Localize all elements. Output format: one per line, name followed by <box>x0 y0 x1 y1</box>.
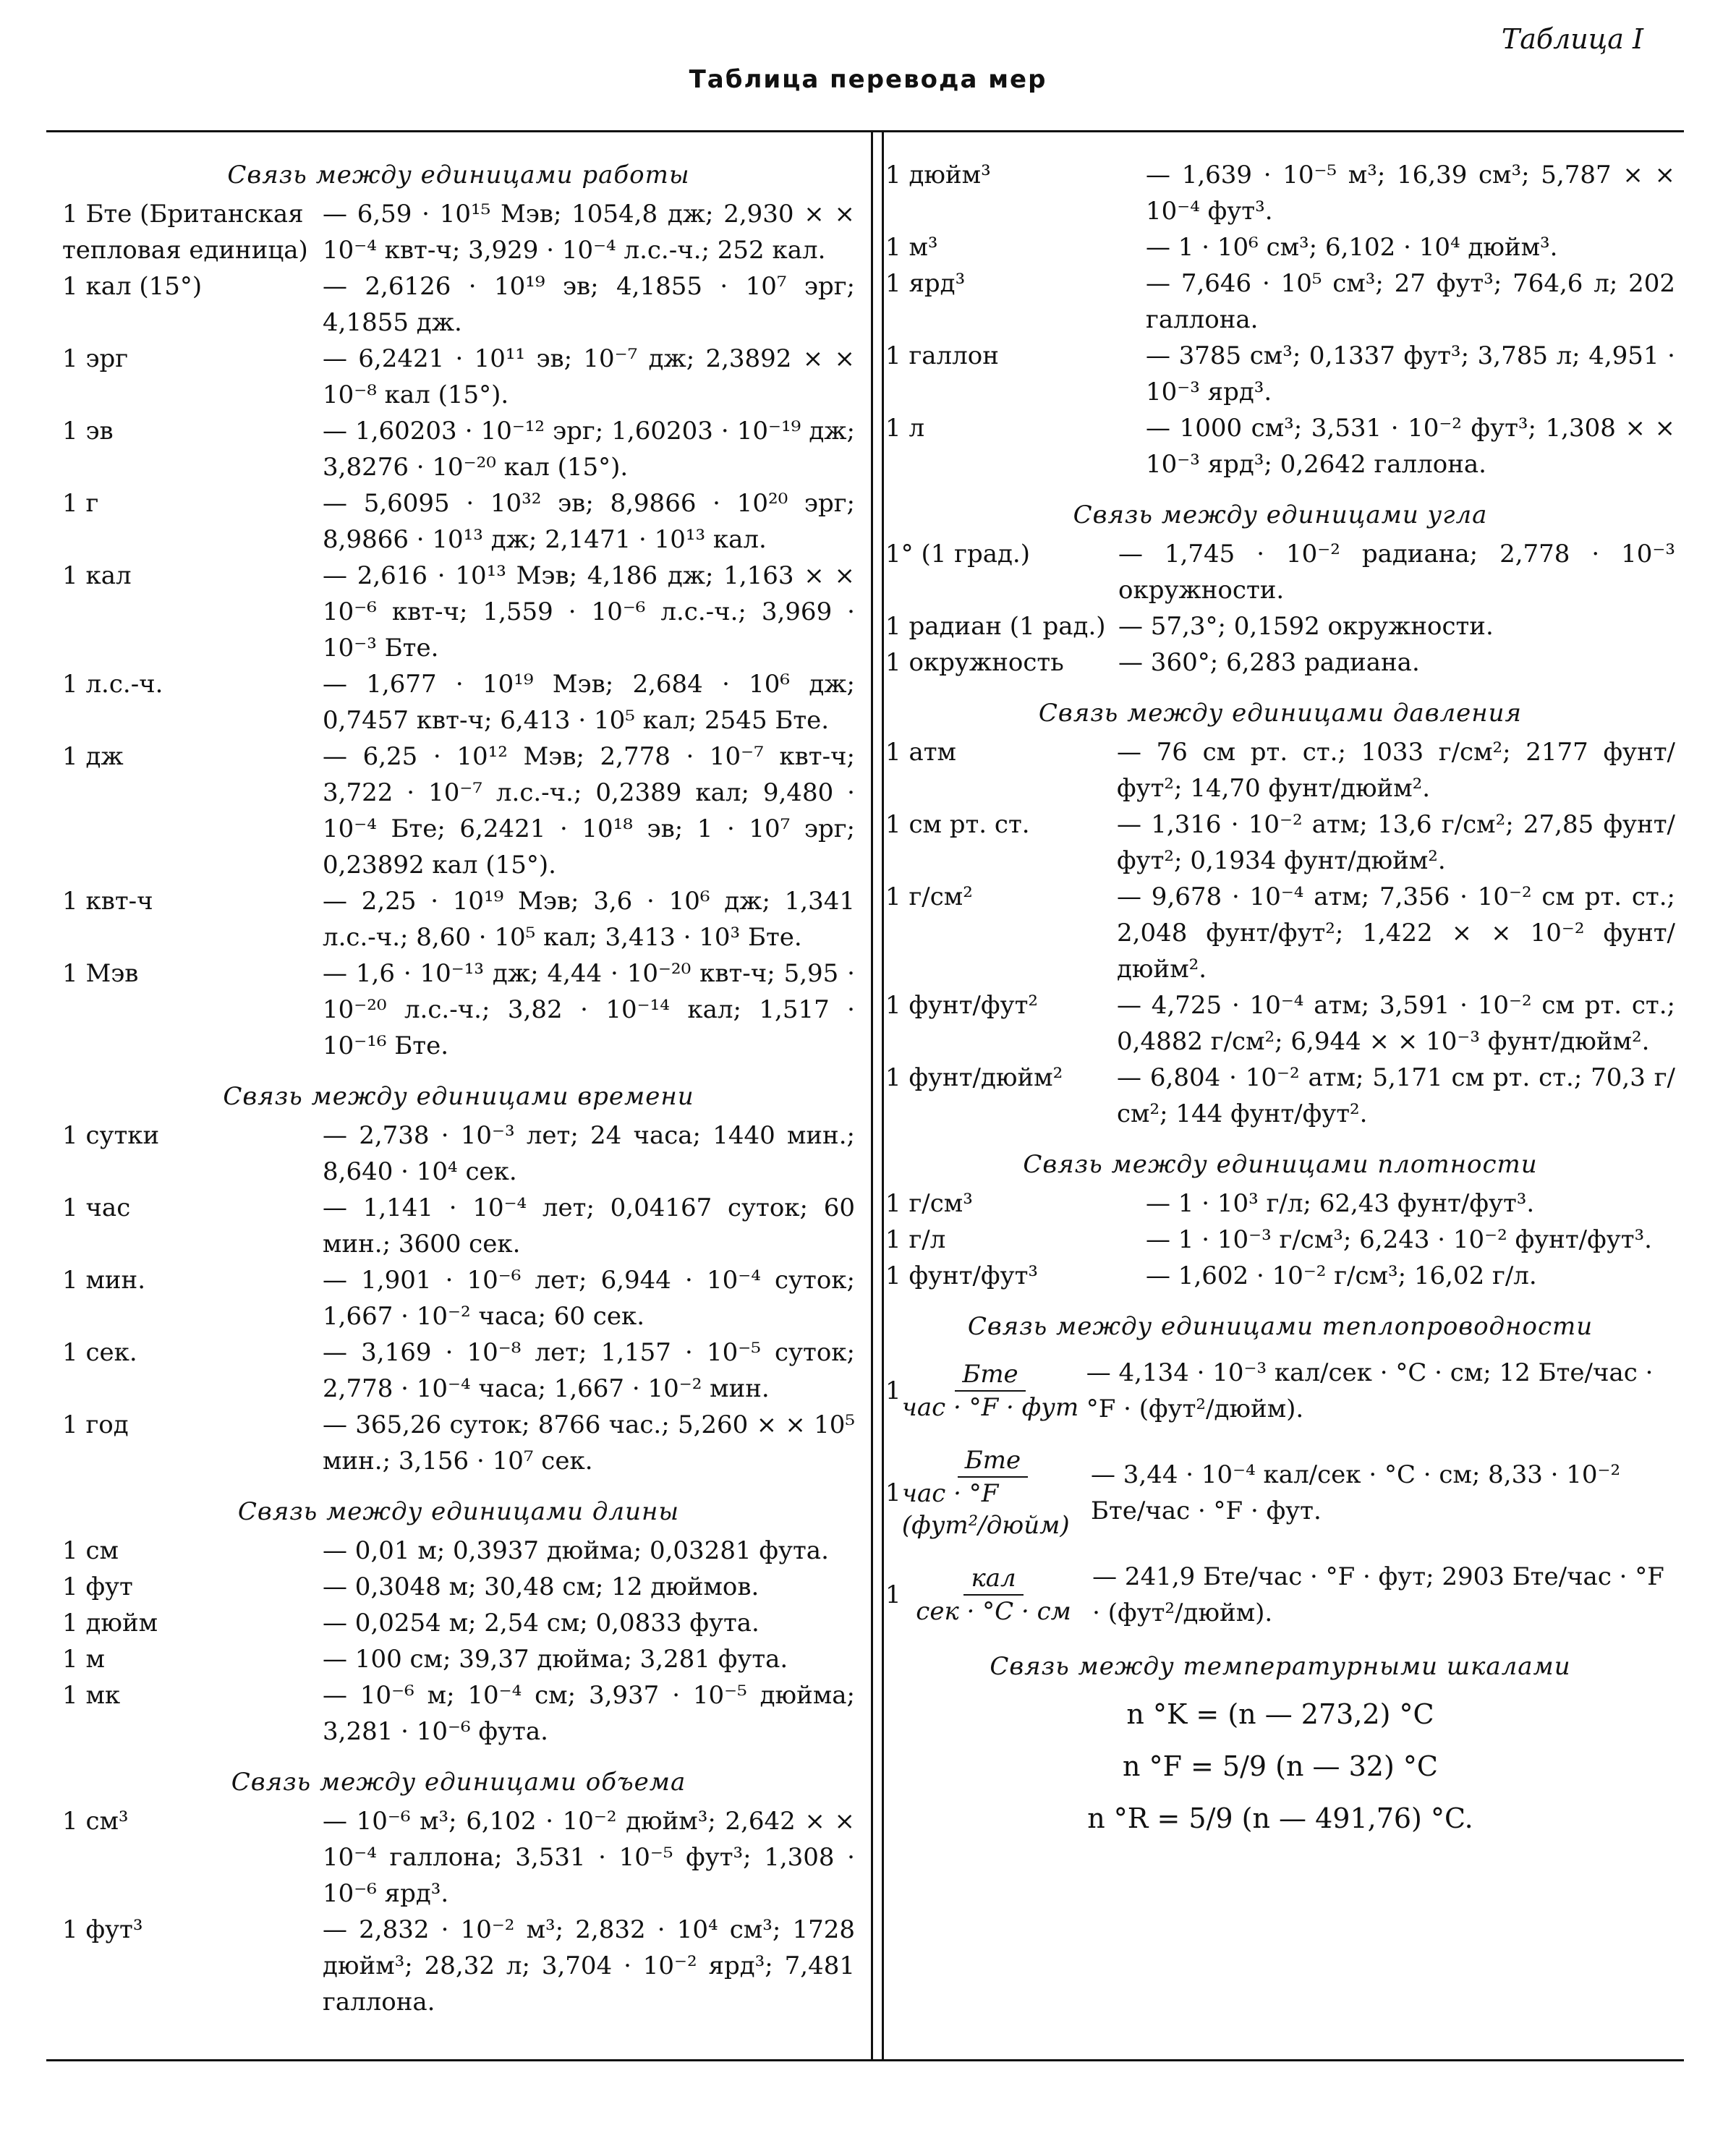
unit-label: 1 л <box>885 414 925 443</box>
unit-value: — 2,738 · 10⁻³ лет; 24 часа; 1440 мин.; 8,640 · 10⁴ сек. <box>323 1121 855 1186</box>
left-column <box>62 157 855 2035</box>
unit-label: 1 фунт/дюйм² <box>885 1063 1063 1092</box>
table-row <box>885 734 1675 806</box>
table-row <box>62 413 855 485</box>
unit-label: 1 час <box>62 1193 131 1222</box>
unit-label: 1 Бте (Британская тепловая единица) <box>62 200 308 265</box>
unit-value: — 1000 см³; 3,531 · 10⁻² фут³; 1,308 × × 10⁻³ ярд³; 0,2642 галлона. <box>1146 414 1675 479</box>
unit-value: — 6,25 · 10¹² Мэв; 2,778 · 10⁻⁷ квт-ч; 3,722 · 10⁻⁷ л.с.-ч.; 0,2389 кал; 9,480 · 10⁻⁴ Бте; 6,2421 · 10¹⁸ эв; 1 · 10⁷ эрг; 0,23892 кал (15°). <box>323 742 855 880</box>
section-density <box>885 1146 1675 1294</box>
table-row <box>62 558 855 666</box>
table-row <box>62 1677 855 1750</box>
unit-value: — 1,316 · 10⁻² атм; 13,6 г/см²; 27,85 фунт/фут²; 0,1934 фунт/дюйм². <box>1117 810 1675 875</box>
table-row <box>885 1355 1675 1427</box>
table-row <box>62 1407 855 1479</box>
unit-label: 1 кал <box>62 561 132 590</box>
table-row <box>62 1262 855 1334</box>
unit-label: 1 кал (15°) <box>62 272 203 301</box>
unit-label: 1 фут³ <box>62 1915 143 1944</box>
unit-label: 1 год <box>62 1410 129 1439</box>
unit-label: 1 сек. <box>62 1338 137 1367</box>
unit-label: 1 дюйм³ <box>885 161 991 190</box>
section-pressure <box>885 695 1675 1132</box>
table-row <box>62 341 855 413</box>
unit-fraction <box>901 1358 1078 1423</box>
unit-label: 1 м³ <box>885 233 938 262</box>
unit-value: — 360°; 6,283 радиана. <box>1118 648 1420 677</box>
unit-value: — 1,639 · 10⁻⁵ м³; 16,39 см³; 5,787 × × 10⁻⁴ фут³. <box>1146 161 1675 226</box>
table-row <box>62 1569 855 1605</box>
unit-value: — 10⁻⁶ м³; 6,102 · 10⁻² дюйм³; 2,642 × × 10⁻⁴ галлона; 3,531 · 10⁻⁵ фут³; 1,308 · 10⁻⁶ ярд³. <box>323 1807 855 1908</box>
unit-label: 1 г/л <box>885 1225 946 1254</box>
section-work <box>62 157 855 1064</box>
right-column <box>885 157 1675 1855</box>
unit-count: 1 <box>885 1478 901 1507</box>
unit-label: 1 мк <box>62 1681 121 1710</box>
unit-value: — 57,3°; 0,1592 окружности. <box>1118 612 1494 641</box>
temperature-formula: n °K = (n — 273,2) °C <box>1126 1698 1434 1730</box>
table-row <box>62 1605 855 1641</box>
unit-value: — 0,3048 м; 30,48 см; 12 дюймов. <box>323 1572 760 1601</box>
section-title: Связь между единицами давления <box>1038 699 1523 728</box>
unit-value: — 10⁻⁶ м; 10⁻⁴ см; 3,937 · 10⁻⁵ дюйма; 3,281 · 10⁻⁶ фута. <box>323 1681 855 1746</box>
section-temperature <box>885 1648 1675 1841</box>
temperature-formula: n °F = 5/9 (n — 32) °C <box>1123 1750 1438 1782</box>
unit-value: — 2,616 · 10¹³ Мэв; 4,186 дж; 1,163 × × 10⁻⁶ квт-ч; 1,559 · 10⁻⁶ л.с.-ч.; 3,969 · 10⁻³ Бте. <box>323 561 855 663</box>
unit-value: — 2,25 · 10¹⁹ Мэв; 3,6 · 10⁶ дж; 1,341 л.с.-ч.; 8,60 · 10⁵ кал; 3,413 · 10³ Бте. <box>323 887 855 952</box>
table-row <box>885 1060 1675 1132</box>
unit-label: 1 окружность <box>885 648 1064 677</box>
fraction-numerator: кал <box>963 1562 1023 1596</box>
table-row <box>62 1334 855 1407</box>
unit-value: — 9,678 · 10⁻⁴ атм; 7,356 · 10⁻² см рт. ст.; 2,048 фунт/фут²; 1,422 × × 10⁻² фунт/дюйм². <box>1117 882 1675 984</box>
unit-value: — 100 см; 39,37 дюйма; 3,281 фута. <box>323 1645 788 1674</box>
table-row <box>885 644 1675 681</box>
unit-value: — 0,0254 м; 2,54 см; 0,0833 фута. <box>323 1609 760 1638</box>
unit-label: 1 л.с.-ч. <box>62 670 163 699</box>
unit-value: — 2,6126 · 10¹⁹ эв; 4,1855 · 10⁷ эрг; 4,1855 дж. <box>323 272 855 337</box>
fraction-denominator: час · °F (фут²/дюйм) <box>901 1479 1070 1540</box>
fraction-denominator: сек · °C · см <box>916 1597 1071 1626</box>
fraction-numerator: Бте <box>955 1358 1025 1392</box>
unit-value: — 5,6095 · 10³² эв; 8,9866 · 10²⁰ эрг; 8,9866 · 10¹³ дж; 2,1471 · 10¹³ кал. <box>323 489 855 554</box>
table-row <box>885 1444 1675 1541</box>
table-row <box>885 1258 1675 1294</box>
unit-label: 1 ярд³ <box>885 269 966 298</box>
unit-label: 1 фунт/фут³ <box>885 1261 1039 1290</box>
table-row <box>885 1185 1675 1222</box>
unit-label: 1 см <box>62 1536 119 1565</box>
unit-value: — 6,2421 · 10¹¹ эв; 10⁻⁷ дж; 2,3892 × × 10⁻⁸ кал (15°). <box>323 344 855 409</box>
unit-label: 1 сутки <box>62 1121 160 1150</box>
unit-value: — 0,01 м; 0,3937 дюйма; 0,03281 фута. <box>323 1536 829 1565</box>
table-row <box>62 666 855 738</box>
table-row <box>885 879 1675 987</box>
table-row <box>885 987 1675 1060</box>
section-length <box>62 1494 855 1750</box>
unit-label: 1 фут <box>62 1572 133 1601</box>
conversion-table <box>46 130 1684 2061</box>
unit-value: — 6,59 · 10¹⁵ Мэв; 1054,8 дж; 2,930 × × 10⁻⁴ квт-ч; 3,929 · 10⁻⁴ л.с.-ч.; 252 кал. <box>323 200 855 265</box>
table-row <box>885 229 1675 265</box>
unit-label: 1 г <box>62 489 99 518</box>
table-row <box>62 955 855 1064</box>
unit-fraction <box>902 1444 1084 1541</box>
unit-value: — 1 · 10³ г/л; 62,43 фунт/фут³. <box>1146 1189 1535 1218</box>
unit-label: 1 атм <box>885 738 956 767</box>
unit-value: — 241,9 Бте/час · °F · фут; 2903 Бте/час · °F · (фут²/дюйм). <box>1092 1562 1664 1627</box>
table-row <box>885 265 1675 338</box>
unit-value: — 2,832 · 10⁻² м³; 2,832 · 10⁴ см³; 1728 дюйм³; 28,32 л; 3,704 · 10⁻² ярд³; 7,481 галлона. <box>323 1915 855 2017</box>
unit-count: 1 <box>885 1376 901 1405</box>
unit-value: — 3,44 · 10⁻⁴ кал/сек · °C · см; 8,33 · 10⁻² Бте/час · °F · фут. <box>1090 1460 1621 1525</box>
table-row <box>885 157 1675 229</box>
unit-label: 1 фунт/фут² <box>885 991 1039 1020</box>
table-row <box>885 608 1675 644</box>
table-row <box>62 1533 855 1569</box>
table-row <box>62 1912 855 2020</box>
section-title: Связь между единицами теплопроводности <box>967 1312 1594 1341</box>
table-row <box>885 1222 1675 1258</box>
unit-value: — 3,169 · 10⁻⁸ лет; 1,157 · 10⁻⁵ суток; 2,778 · 10⁻⁴ часа; 1,667 · 10⁻² мин. <box>323 1338 855 1403</box>
section-conductivity <box>885 1308 1675 1631</box>
table-row <box>62 738 855 883</box>
section-title: Связь между единицами длины <box>237 1497 680 1526</box>
unit-value: — 1,745 · 10⁻² радиана; 2,778 · 10⁻³ окружности. <box>1118 540 1675 605</box>
table-row <box>885 806 1675 879</box>
section-title: Связь между единицами угла <box>1073 501 1488 529</box>
page-title: Таблица перевода мер <box>689 65 1047 94</box>
fraction-numerator: Бте <box>958 1444 1028 1478</box>
table-row <box>885 410 1675 482</box>
table-row <box>62 268 855 341</box>
unit-value: — 4,134 · 10⁻³ кал/сек · °C · см; 12 Бте/час · °F · (фут²/дюйм). <box>1086 1358 1654 1423</box>
section-volume <box>62 1764 855 2020</box>
unit-value: — 1,901 · 10⁻⁶ лет; 6,944 · 10⁻⁴ суток; 1,667 · 10⁻² часа; 60 сек. <box>323 1266 855 1331</box>
unit-value: — 3785 см³; 0,1337 фут³; 3,785 л; 4,951 · 10⁻³ ярд³. <box>1146 341 1675 406</box>
unit-label: 1 см рт. ст. <box>885 810 1030 839</box>
unit-label: 1 мин. <box>62 1266 146 1295</box>
temperature-formula: n °R = 5/9 (n — 491,76) °C. <box>1087 1802 1473 1834</box>
unit-value: — 4,725 · 10⁻⁴ атм; 3,591 · 10⁻² см рт. ст.; 0,4882 г/см²; 6,944 × × 10⁻³ фунт/дюйм². <box>1117 991 1675 1056</box>
unit-value: — 1,677 · 10¹⁹ Мэв; 2,684 · 10⁶ дж; 0,7457 квт-ч; 6,413 · 10⁵ кал; 2545 Бте. <box>323 670 855 735</box>
table-row <box>62 1117 855 1190</box>
unit-label: 1 Мэв <box>62 959 139 988</box>
section-angle <box>885 497 1675 681</box>
section-title: Связь между единицами времени <box>223 1082 694 1111</box>
section-title: Связь между единицами объема <box>231 1768 686 1797</box>
table-row <box>62 485 855 558</box>
table-row <box>62 196 855 268</box>
table-row <box>885 1559 1675 1631</box>
unit-fraction <box>902 1562 1085 1627</box>
section-title: Связь между единицами работы <box>227 161 690 190</box>
column-divider <box>871 132 884 2059</box>
table-row <box>62 1803 855 1912</box>
table-row <box>62 1641 855 1677</box>
table-row <box>62 1190 855 1262</box>
unit-value: — 1,141 · 10⁻⁴ лет; 0,04167 суток; 60 мин.; 3600 сек. <box>323 1193 855 1259</box>
unit-label: 1 м <box>62 1645 105 1674</box>
unit-label: 1 см³ <box>62 1807 129 1836</box>
unit-label: 1 дж <box>62 742 124 771</box>
unit-value: — 1,60203 · 10⁻¹² эрг; 1,60203 · 10⁻¹⁹ дж; 3,8276 · 10⁻²⁰ кал (15°). <box>323 417 855 482</box>
unit-label: 1 квт-ч <box>62 887 153 916</box>
section-title: Связь между температурными шкалами <box>990 1652 1571 1681</box>
unit-value: — 76 см рт. ст.; 1033 г/см²; 2177 фунт/фут²; 14,70 фунт/дюйм². <box>1117 738 1675 803</box>
section-title: Связь между единицами плотности <box>1023 1150 1538 1179</box>
unit-label: 1 г/см² <box>885 882 973 911</box>
table-row <box>885 338 1675 410</box>
unit-value: — 7,646 · 10⁵ см³; 27 фут³; 764,6 л; 202 галлона. <box>1146 269 1675 334</box>
unit-label: 1 дюйм <box>62 1609 158 1638</box>
unit-count: 1 <box>885 1580 901 1609</box>
table-row <box>885 536 1675 608</box>
unit-label: 1 галлон <box>885 341 999 370</box>
table-number: Таблица I <box>1501 23 1643 55</box>
unit-label: 1 г/см³ <box>885 1189 973 1218</box>
unit-value: — 365,26 суток; 8766 час.; 5,260 × × 10⁵ мин.; 3,156 · 10⁷ сек. <box>323 1410 855 1476</box>
table-row <box>62 883 855 955</box>
unit-label: 1 радиан (1 рад.) <box>885 612 1106 641</box>
unit-value: — 1,602 · 10⁻² г/см³; 16,02 г/л. <box>1146 1261 1537 1290</box>
unit-label: 1 эв <box>62 417 114 446</box>
unit-value: — 1,6 · 10⁻¹³ дж; 4,44 · 10⁻²⁰ квт-ч; 5,95 · 10⁻²⁰ л.с.-ч.; 3,82 · 10⁻¹⁴ кал; 1,517 · 10⁻¹⁶ Бте. <box>323 959 855 1060</box>
unit-value: — 6,804 · 10⁻² атм; 5,171 см рт. ст.; 70,3 г/см²; 144 фунт/фут². <box>1117 1063 1675 1128</box>
unit-label: 1° (1 град.) <box>885 540 1030 569</box>
unit-value: — 1 · 10⁻³ г/см³; 6,243 · 10⁻² фунт/фут³. <box>1146 1225 1652 1254</box>
section-time <box>62 1078 855 1479</box>
unit-label: 1 эрг <box>62 344 129 373</box>
section-volume-continued <box>885 157 1675 482</box>
fraction-denominator: час · °F · фут <box>901 1393 1079 1422</box>
unit-value: — 1 · 10⁶ см³; 6,102 · 10⁴ дюйм³. <box>1146 233 1558 262</box>
